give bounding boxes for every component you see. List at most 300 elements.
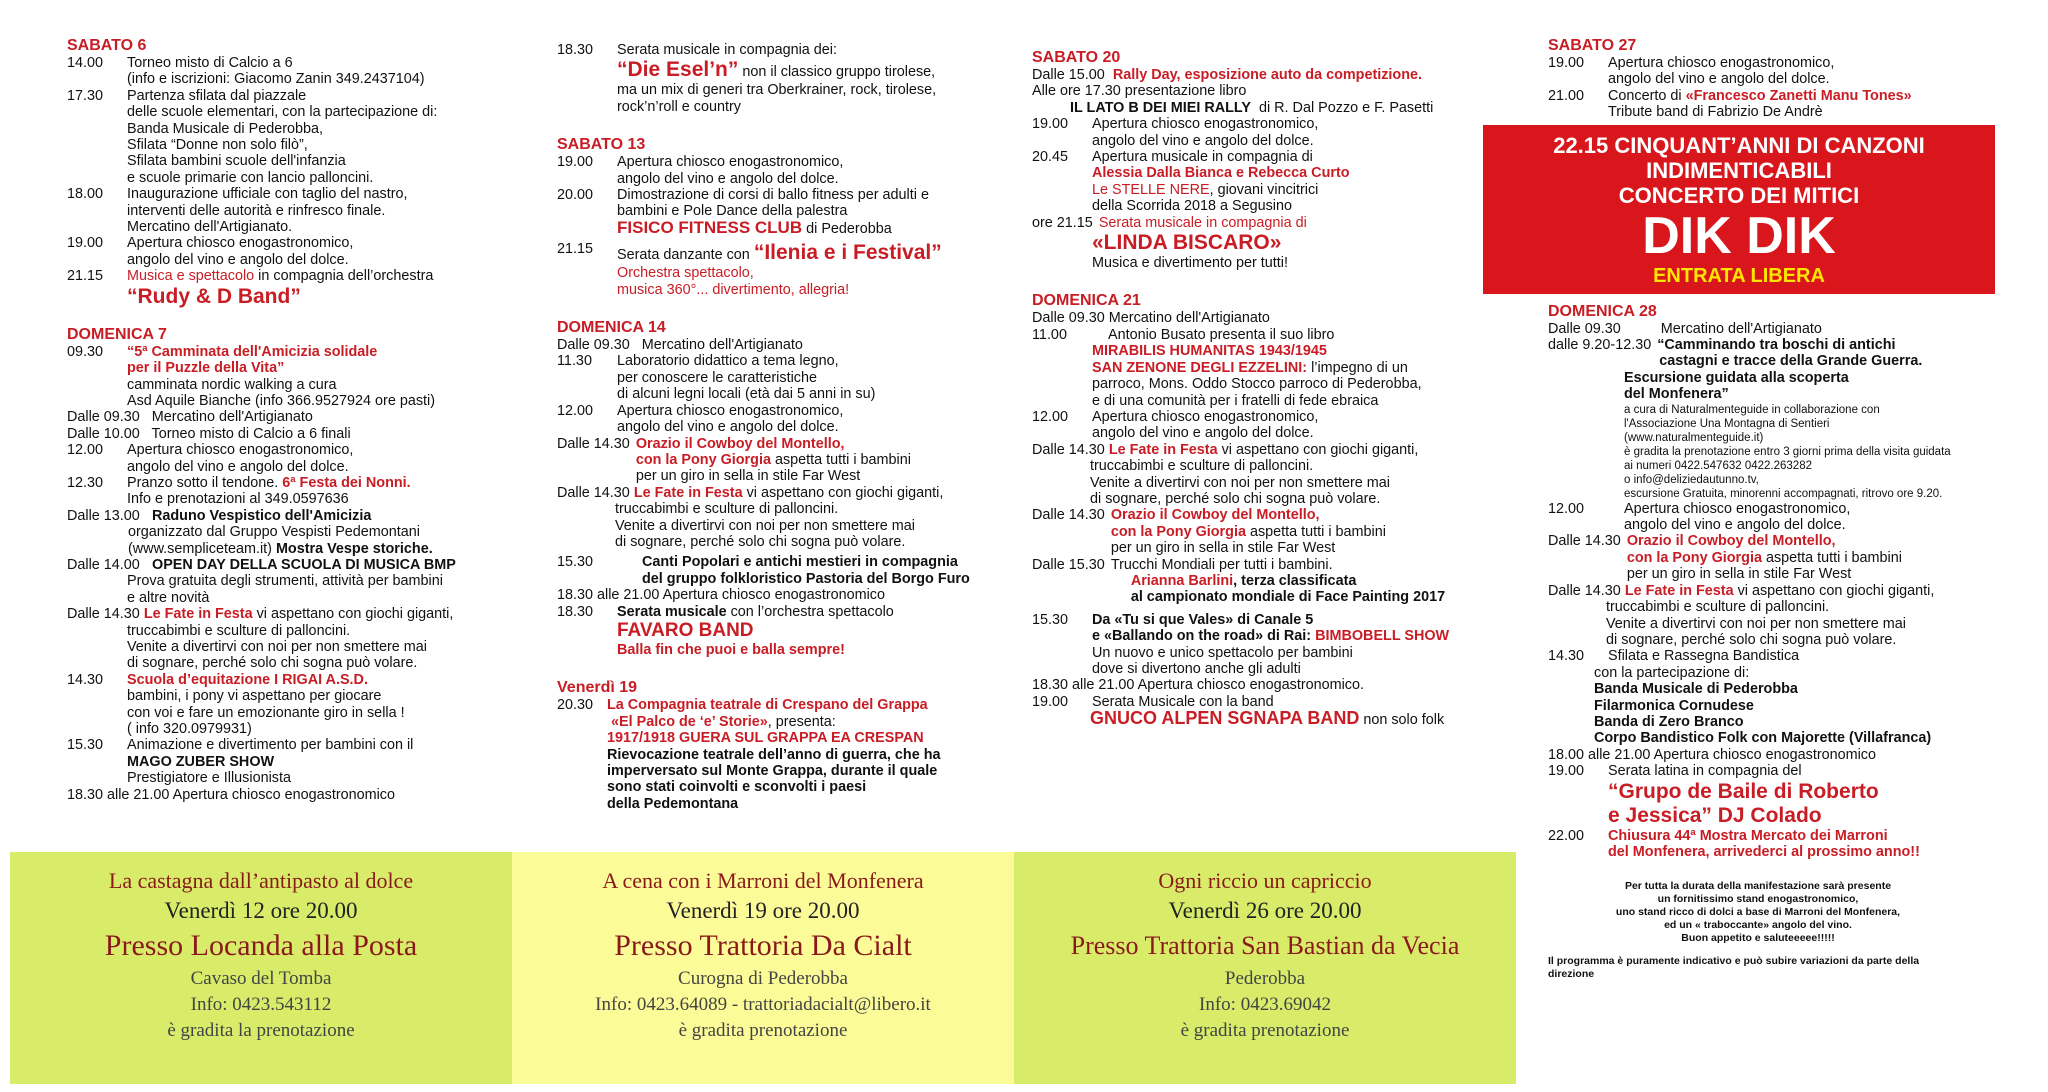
event-text: per un giro in sella in stile Far West bbox=[635, 468, 861, 485]
event-time: 18.30 bbox=[557, 42, 594, 58]
event-time: 12.00 bbox=[557, 402, 594, 419]
event-text: Apertura chiosco enogastronomico, bbox=[127, 442, 354, 459]
event-text: Tribute band di Fabrizio De Andrè bbox=[1608, 104, 1823, 121]
event-text: di alcuni legni locali (età dai 5 anni in su) bbox=[617, 386, 876, 403]
event-highlight: Mostra Vespe storiche. bbox=[275, 540, 433, 557]
event-text: Dimostrazione di corsi di ballo fitness per adulti e bbox=[617, 187, 929, 204]
event-highlight: Scuola d’equitazione I RIGAI A.S.D. bbox=[127, 671, 368, 688]
event-text: di Pederobba bbox=[802, 220, 892, 237]
dinner-info: Info: 0423.69042 bbox=[1199, 994, 1331, 1015]
event-text: Antonio Busato presenta il suo libro bbox=[1108, 326, 1335, 343]
event-highlight: Raduno Vespistico dell'Amicizia bbox=[152, 507, 372, 524]
event-highlight: e «Ballando on the road» di Rai: bbox=[1092, 628, 1316, 645]
event-text: Sfilata e Rassegna Bandistica bbox=[1608, 648, 1800, 665]
event-text: Per tutta la durata della manifestazione sarà presente bbox=[1624, 880, 1892, 893]
event-item bbox=[67, 508, 487, 557]
closing-note bbox=[1548, 880, 1968, 945]
event-text: per un giro in sella in stile Far West bbox=[1110, 540, 1336, 557]
event-highlight: Balla fin che puoi e balla sempre! bbox=[617, 641, 845, 658]
event-text: Filarmonica Cornudese bbox=[1594, 697, 1754, 714]
event-text: è gradita la prenotazione entro 3 giorni prima della visita guidata bbox=[1624, 445, 1951, 458]
event-text: di sognare, perché solo chi sogna può volare. bbox=[1090, 490, 1381, 507]
event-item bbox=[1032, 116, 1462, 149]
event-item bbox=[67, 475, 487, 508]
event-text: imperversato sul Monte Grappa, durante il quale bbox=[607, 763, 938, 779]
event-highlight: del gruppo folkloristico Pastoria del Borgo Furo bbox=[642, 570, 970, 587]
event-highlight: Rally Day, esposizione auto da competizione. bbox=[1112, 67, 1423, 83]
event-item bbox=[557, 554, 987, 587]
event-description bbox=[127, 88, 487, 186]
event-time: dalle 9.20-12.30 bbox=[1548, 337, 1652, 354]
event-text: ai numeri 0422.547632 0422.263282 bbox=[1624, 459, 1812, 472]
dinner-title: Ogni riccio un capriccio bbox=[1158, 868, 1372, 893]
performer-name: e Jessica” DJ Colado bbox=[1608, 803, 1822, 827]
column-4 bbox=[1548, 34, 2008, 981]
event-item bbox=[557, 154, 987, 187]
event-text: Torneo misto di Calcio a 6 bbox=[127, 55, 293, 71]
dinner-venue: Presso Trattoria San Bastian da Vecia bbox=[1070, 931, 1460, 960]
event-text: e altre novità bbox=[127, 589, 210, 606]
event-highlight: al campionato mondiale di Face Painting 2017 bbox=[1130, 589, 1446, 606]
event-text: Venite a divertirvi con noi per non smettere mai bbox=[1090, 474, 1390, 491]
event-text: rock’n’roll e country bbox=[617, 98, 741, 115]
event-item bbox=[1032, 327, 1462, 409]
band-list bbox=[1548, 681, 2008, 747]
event-text: un fornitissimo stand enogastronomico, bbox=[1657, 893, 1859, 906]
event-text: Mercatino dell'Artigianato. bbox=[127, 219, 293, 236]
event-text: 18.30 alle 21.00 Apertura chiosco enogastronomico bbox=[67, 786, 396, 803]
event-time: 18.30 bbox=[557, 603, 594, 620]
event-highlight: Serata musicale bbox=[617, 603, 727, 620]
event-item bbox=[1032, 215, 1462, 231]
event-highlight: Musica e spettacolo bbox=[127, 268, 255, 285]
event-time: 19.00 bbox=[557, 154, 594, 171]
event-time: Dalle 13.00 bbox=[67, 507, 140, 524]
event-text: bambini e Pole Dance della palestra bbox=[617, 203, 848, 220]
event-highlight: SAN ZENONE DEGLI EZZELINI: bbox=[1092, 359, 1308, 376]
event-text: Sfilata “Donne non solo filò”, bbox=[127, 137, 308, 154]
event-highlight: Chiusura 44ª Mostra Mercato dei Marroni bbox=[1608, 827, 1888, 844]
event-text: non solo folk bbox=[1359, 712, 1445, 729]
event-text: ( info 320.0979931) bbox=[127, 721, 252, 738]
event-text: organizzato dal Gruppo Vespisti Pedemontani bbox=[128, 524, 420, 541]
event-highlight: IL LATO B DEI MIEI RALLY bbox=[1070, 99, 1251, 116]
event-item bbox=[67, 344, 487, 410]
event-time: 11.30 bbox=[557, 353, 592, 370]
day-heading: SABATO 6 bbox=[67, 37, 147, 54]
event-highlight: FISICO FITNESS CLUB bbox=[617, 217, 803, 237]
event-item bbox=[557, 604, 987, 659]
event-time: 12.00 bbox=[1548, 500, 1585, 517]
event-item bbox=[557, 697, 987, 812]
event-time: Dalle 14.00 bbox=[67, 556, 140, 573]
event-item bbox=[67, 557, 487, 573]
event-text: Apertura chiosco enogastronomico, bbox=[1092, 116, 1319, 133]
event-text: truccabimbi e sculture di palloncini. bbox=[127, 622, 351, 639]
event-highlight: “Camminando tra boschi di antichi bbox=[1657, 337, 1896, 354]
event-time: 21.15 bbox=[67, 268, 104, 285]
event-text: angolo del vino e angolo del dolce. bbox=[1608, 71, 1830, 88]
banner-line: CONCERTO DEI MITICI bbox=[1618, 182, 1860, 208]
event-highlight: Le Fate in Festa bbox=[633, 484, 743, 501]
event-item bbox=[67, 737, 487, 786]
event-text: truccabimbi e sculture di palloncini. bbox=[1090, 458, 1314, 475]
day-heading: DOMENICA 28 bbox=[1548, 302, 1657, 320]
event-text: vi aspettano con giochi giganti, bbox=[742, 484, 944, 501]
event-item bbox=[557, 436, 987, 485]
event-text: di sognare, perché solo chi sogna può volare. bbox=[1606, 631, 1897, 648]
dinner-venue: Presso Locanda alla Posta bbox=[104, 929, 418, 962]
day-heading: DOMENICA 14 bbox=[557, 319, 666, 337]
event-text: Serata musicale in compagnia dei: bbox=[617, 42, 837, 58]
event-text: Serata danzante con bbox=[617, 247, 754, 264]
event-text: Info e prenotazioni al 349.0597636 bbox=[127, 491, 349, 508]
event-highlight: MAGO ZUBER SHOW bbox=[127, 753, 275, 770]
event-time: 20.00 bbox=[557, 187, 594, 204]
event-text: e scuole primarie con lancio palloncini. bbox=[127, 169, 374, 186]
event-item bbox=[1548, 533, 2008, 582]
banner-line: INDIMENTICABILI bbox=[1646, 157, 1832, 183]
event-list bbox=[67, 55, 487, 268]
dinner-date: Venerdì 26 ore 20.00 bbox=[1168, 898, 1362, 923]
event-text: Un nuovo e unico spettacolo per bambini bbox=[1092, 644, 1353, 661]
event-text: con la partecipazione di: bbox=[1594, 664, 1750, 681]
event-text: Dalle 09.30 Mercatino dell'Artigianato bbox=[557, 337, 803, 354]
event-text: Serata latina in compagnia del bbox=[1608, 763, 1802, 780]
event-text: con l’orchestra spettacolo bbox=[726, 603, 894, 620]
event-text: angolo del vino e angolo del dolce. bbox=[1092, 425, 1314, 442]
performer-name: “Die Esel’n” bbox=[617, 58, 739, 82]
event-text: Banda di Zero Branco bbox=[1594, 713, 1744, 730]
event-text: aspetta tutti i bambini bbox=[770, 451, 911, 468]
event-time: 19.00 bbox=[1032, 693, 1069, 710]
event-text: angolo del vino e angolo del dolce. bbox=[127, 251, 349, 268]
performer-name: FAVARO BAND bbox=[617, 619, 754, 641]
event-text: Banda Musicale di Pederobba bbox=[1594, 681, 1798, 698]
event-highlight: Escursione guidata alla scoperta bbox=[1624, 369, 1849, 386]
event-text: vi aspettano con giochi giganti, bbox=[1733, 582, 1935, 599]
event-item bbox=[1548, 828, 2008, 861]
event-text: (www.naturalmenteguide.it) bbox=[1624, 431, 1764, 444]
event-time: 14.30 bbox=[1548, 648, 1585, 665]
event-text: 18.30 alle 21.00 Apertura chiosco enogastronomico bbox=[557, 587, 886, 604]
event-text: sono stati coinvolti e sconvolti i paesi bbox=[607, 779, 867, 796]
event-time: ore 21.15 bbox=[1032, 214, 1093, 231]
event-text: parroco, Mons. Oddo Stocco parroco di Pederobba, bbox=[1092, 376, 1422, 393]
event-text: di sognare, perché solo chi sogna può volare. bbox=[615, 533, 906, 550]
column-3 bbox=[1032, 46, 1462, 729]
event-item bbox=[557, 403, 987, 436]
event-text: Dalle 10.00 Torneo misto di Calcio a 6 finali bbox=[67, 425, 351, 442]
event-highlight: Le STELLE NERE bbox=[1092, 181, 1210, 198]
event-time: 19.00 bbox=[67, 235, 104, 252]
event-item bbox=[557, 485, 987, 501]
event-highlight: Orazio il Cowboy del Montello, bbox=[635, 435, 845, 452]
event-item bbox=[1548, 583, 2008, 599]
event-highlight: “5ª Camminata dell'Amicizia solidale bbox=[127, 343, 378, 360]
event-time: 21.00 bbox=[1548, 87, 1585, 104]
event-highlight: BIMBOBELL SHOW bbox=[1315, 628, 1450, 645]
event-text: in compagnia dell’orchestra bbox=[254, 268, 434, 285]
event-item bbox=[1548, 501, 2008, 534]
event-highlight: Orchestra spettacolo, bbox=[617, 265, 754, 282]
event-text: Partenza sfilata dal piazzale bbox=[127, 87, 307, 104]
event-highlight: Arianna Barlini bbox=[1130, 572, 1234, 589]
event-item bbox=[1548, 648, 2008, 664]
event-text: Asd Aquile Bianche (info 366.9527924 ore pasti) bbox=[127, 392, 436, 409]
event-text: , giovani vincitrici bbox=[1209, 181, 1319, 198]
event-text: vi aspettano con giochi giganti, bbox=[1217, 441, 1419, 458]
banner-line: 22.15 CINQUANT’ANNI DI CANZONI bbox=[1553, 132, 1925, 158]
event-item bbox=[1032, 442, 1462, 458]
event-description bbox=[1608, 55, 2008, 88]
event-item bbox=[67, 442, 487, 475]
event-time: 15.30 bbox=[1032, 611, 1069, 628]
event-text: aspetta tutti i bambini bbox=[1761, 549, 1902, 566]
event-item bbox=[67, 88, 487, 186]
event-text: (www.sempliceteam.it) bbox=[128, 540, 276, 557]
event-highlight: La Compagnia teatrale di Crespano del Grappa bbox=[607, 697, 928, 714]
event-time: Dalle 14.30 bbox=[1548, 582, 1621, 599]
event-text: Serata Musicale con la band bbox=[1092, 693, 1274, 710]
event-text: angolo del vino e angolo del dolce. bbox=[1092, 132, 1314, 149]
event-text: escursione Gratuita, minorenni accompagnati, ritrovo ore 9.20. bbox=[1624, 487, 1943, 500]
event-text: , presenta: bbox=[767, 713, 836, 730]
event-text: Pranzo sotto il tendone. bbox=[127, 474, 283, 491]
event-time: Dalle 14.30 bbox=[1548, 533, 1621, 550]
event-highlight: «El Palco de ‘e’ Storie» bbox=[611, 713, 768, 730]
event-highlight: Da «Tu si que Vales» di Canale 5 bbox=[1092, 611, 1314, 628]
performer-name: «LINDA BISCARO» bbox=[1092, 231, 1282, 255]
event-time: 19.00 bbox=[1548, 55, 1585, 71]
day-heading: SABATO 27 bbox=[1548, 37, 1637, 54]
event-highlight: Alessia Dalla Bianca e Rebecca Curto bbox=[1092, 165, 1350, 182]
event-highlight: Le Fate in Festa bbox=[1108, 441, 1218, 458]
event-description bbox=[127, 55, 487, 88]
event-time: 14.00 bbox=[67, 55, 104, 71]
event-highlight: musica 360°... divertimento, allegria! bbox=[617, 281, 850, 298]
event-text: vi aspettano con giochi giganti, bbox=[252, 606, 454, 623]
event-text: Venite a divertirvi con noi per non smettere mai bbox=[127, 639, 427, 655]
event-time: 12.30 bbox=[67, 474, 104, 491]
event-text: angolo del vino e angolo del dolce. bbox=[1624, 517, 1846, 534]
event-highlight: , terza classificata bbox=[1233, 572, 1357, 589]
event-text: Concerto di bbox=[1608, 87, 1686, 104]
event-text: ma un mix di generi tra Oberkrainer, rock, tirolese, bbox=[617, 82, 937, 99]
event-highlight: 6ª Festa dei Nonni. bbox=[282, 474, 411, 491]
event-highlight: OPEN DAY DELLA SCUOLA DI MUSICA BMP bbox=[152, 556, 456, 573]
event-time: Dalle 14.30 bbox=[557, 435, 630, 452]
event-text: Dalle 09.30 Mercatino dell'Artigianato bbox=[1032, 310, 1270, 327]
event-item bbox=[67, 672, 487, 738]
event-text: Apertura chiosco enogastronomico, bbox=[1092, 408, 1319, 425]
event-text: Prova gratuita degli strumenti, attività per bambini bbox=[127, 573, 443, 590]
dinner-events bbox=[10, 852, 1516, 1084]
column-1 bbox=[67, 34, 487, 803]
day-heading: SABATO 20 bbox=[1032, 49, 1121, 66]
event-highlight: Orazio il Cowboy del Montello, bbox=[1626, 533, 1836, 550]
event-highlight: del Monfenera” bbox=[1624, 386, 1729, 403]
event-highlight: Le Fate in Festa bbox=[1624, 582, 1734, 599]
event-highlight: castagni e tracce della Grande Guerra. bbox=[1659, 353, 1923, 370]
event-highlight: con la Pony Giorgia bbox=[1626, 549, 1762, 566]
event-text: con voi e fare un emozionante giro in sella ! bbox=[127, 704, 405, 721]
event-text: camminata nordic walking a cura bbox=[127, 376, 337, 393]
dinner-box bbox=[1014, 852, 1516, 1084]
event-highlight: Serata musicale in compagnia di bbox=[1098, 214, 1307, 231]
event-time: Dalle 14.30 bbox=[1032, 441, 1105, 458]
dinner-note: è gradita prenotazione bbox=[678, 1020, 848, 1041]
event-highlight: per il Puzzle della Vita” bbox=[127, 360, 285, 377]
dinner-city: Pederobba bbox=[1224, 968, 1306, 989]
event-text: Apertura chiosco enogastronomico, bbox=[617, 402, 844, 419]
event-text: (info e iscrizioni: Giacomo Zanin 349.2437104) bbox=[127, 71, 425, 88]
event-time: 19.00 bbox=[1548, 763, 1585, 780]
event-highlight: Canti Popolari e antichi mestieri in compagnia bbox=[642, 554, 958, 571]
dinner-info: Info: 0423.543112 bbox=[190, 994, 332, 1015]
dinner-title: La castagna dall’antipasto al dolce bbox=[108, 868, 414, 893]
event-highlight: con la Pony Giorgia bbox=[1110, 523, 1246, 540]
event-text: Dalle 15.00 bbox=[1032, 67, 1113, 83]
event-text: Apertura chiosco enogastronomico, bbox=[127, 235, 354, 252]
event-highlight: con la Pony Giorgia bbox=[635, 451, 771, 468]
event-item bbox=[67, 186, 487, 235]
event-item bbox=[1032, 612, 1462, 678]
event-text: non il classico gruppo tirolese, bbox=[738, 64, 936, 81]
event-item bbox=[1548, 337, 2008, 370]
banner-free-entry: ENTRATA LIBERA bbox=[1653, 264, 1825, 287]
event-time: 09.30 bbox=[67, 343, 104, 360]
event-item bbox=[1548, 55, 2008, 88]
event-text: Prestigiatore e Illusionista bbox=[127, 770, 291, 787]
event-description bbox=[127, 235, 487, 268]
event-description bbox=[1624, 501, 2008, 534]
event-text: 18.00 alle 21.00 Apertura chiosco enogastronomico bbox=[1548, 746, 1877, 763]
event-text: Buon appetito e saluteeeee!!!!! bbox=[1681, 932, 1835, 945]
day-heading: DOMENICA 7 bbox=[67, 325, 167, 343]
event-description bbox=[617, 353, 987, 402]
event-time: Dalle 15.30 bbox=[1032, 556, 1105, 573]
event-item bbox=[67, 235, 487, 268]
event-text: uno stand ricco di dolci a base di Marroni del Monfenera, bbox=[1615, 906, 1901, 919]
event-item bbox=[557, 353, 987, 402]
event-text: Laboratorio didattico a tema legno, bbox=[617, 353, 839, 370]
event-text: Venite a divertirvi con noi per non smettere mai bbox=[615, 517, 915, 534]
event-time: 21.15 bbox=[557, 241, 594, 258]
day-heading: Venerdì 19 bbox=[557, 679, 638, 697]
event-text: Rievocazione teatrale dell’anno di guerra, che ha bbox=[607, 746, 941, 763]
event-text: Animazione e divertimento per bambini con il bbox=[127, 737, 414, 754]
event-text: di sognare, perché solo chi sogna può volare. bbox=[127, 655, 418, 672]
day-heading: DOMENICA 21 bbox=[1032, 292, 1141, 310]
dinner-note: è gradita la prenotazione bbox=[167, 1020, 355, 1041]
dinner-venue: Presso Trattoria Da Cialt bbox=[614, 929, 912, 962]
event-text: Musica e divertimento per tutti! bbox=[1092, 255, 1288, 272]
event-highlight: «Francesco Zanetti Manu Tones» bbox=[1685, 87, 1912, 104]
event-time: 14.30 bbox=[67, 671, 104, 688]
event-text: angolo del vino e angolo del dolce. bbox=[617, 419, 839, 436]
event-highlight: del Monfenera, arrivederci al prossimo anno!! bbox=[1608, 843, 1920, 860]
event-text: della Pedemontana bbox=[607, 795, 739, 812]
event-text: l’impegno di un bbox=[1307, 359, 1408, 376]
event-text: Sfilata bambini scuole dell'infanzia bbox=[127, 153, 346, 170]
event-text: Apertura chiosco enogastronomico, bbox=[1624, 500, 1851, 517]
event-text: Alle ore 17.30 presentazione libro bbox=[1032, 83, 1247, 100]
event-item bbox=[1548, 763, 2008, 827]
event-text: Apertura musicale in compagnia di bbox=[1092, 149, 1313, 166]
event-text: Dalle 09.30 Mercatino dell'Artigianato bbox=[1548, 320, 1822, 337]
dinner-title: A cena con i Marroni del Monfenera bbox=[602, 868, 924, 893]
event-time: Dalle 14.30 bbox=[1032, 507, 1105, 524]
event-highlight: 1917/1918 GUERA SUL GRAPPA EA CRESPAN bbox=[607, 730, 924, 747]
event-highlight: Orazio il Cowboy del Montello, bbox=[1110, 507, 1320, 524]
event-text: ed un « traboccante» angolo del vino. bbox=[1664, 919, 1852, 932]
event-item bbox=[557, 42, 987, 115]
event-text: Trucchi Mondiali per tutti i bambini. bbox=[1110, 556, 1333, 573]
dinner-date: Venerdì 19 ore 20.00 bbox=[666, 898, 860, 923]
event-description bbox=[1092, 409, 1462, 442]
event-text: Apertura chiosco enogastronomico, bbox=[617, 154, 844, 171]
dinner-info: Info: 0423.64089 - trattoriadacialt@libero.it bbox=[595, 994, 931, 1015]
event-time: Dalle 14.30 bbox=[557, 484, 630, 501]
event-text: truccabimbi e sculture di palloncini. bbox=[615, 501, 839, 518]
event-highlight: Le Fate in Festa bbox=[143, 606, 253, 623]
event-text: Corpo Bandistico Folk con Majorette (Villafranca) bbox=[1594, 730, 1932, 747]
dinner-box bbox=[512, 852, 1014, 1084]
event-text: angolo del vino e angolo del dolce. bbox=[127, 458, 349, 475]
event-item bbox=[557, 187, 987, 220]
event-text: bambini, i pony vi aspettano per giocare bbox=[127, 688, 382, 705]
performer-name: “Rudy & D Band” bbox=[127, 284, 301, 308]
event-time: 20.30 bbox=[557, 697, 594, 714]
event-text: truccabimbi e sculture di palloncini. bbox=[1606, 599, 1830, 616]
event-text: angolo del vino e angolo del dolce. bbox=[617, 170, 839, 187]
performer-name: “Grupo de Baile di Roberto bbox=[1608, 779, 1879, 803]
event-item bbox=[1032, 149, 1462, 215]
event-item bbox=[67, 606, 487, 622]
event-item bbox=[1548, 88, 2008, 121]
event-text: della Scorrida 2018 a Segusino bbox=[1092, 198, 1293, 215]
concert-banner bbox=[1483, 125, 1995, 294]
event-text: per un giro in sella in stile Far West bbox=[1626, 566, 1852, 583]
event-text: interventi delle autorità e rinfresco finale. bbox=[127, 202, 386, 219]
event-text: di R. Dal Pozzo e F. Pasetti bbox=[1250, 99, 1434, 116]
event-text: Venite a divertirvi con noi per non smettere mai bbox=[1606, 615, 1906, 632]
event-text: per conoscere le caratteristiche bbox=[617, 369, 817, 386]
column-2 bbox=[557, 42, 987, 812]
event-time: 17.30 bbox=[67, 87, 104, 104]
day-heading: SABATO 13 bbox=[557, 136, 646, 154]
event-time: 15.30 bbox=[67, 737, 104, 754]
dinner-date: Venerdì 12 ore 20.00 bbox=[164, 898, 358, 923]
dinner-city: Curogna di Pederobba bbox=[678, 968, 848, 989]
event-highlight: MIRABILIS HUMANITAS 1943/1945 bbox=[1092, 343, 1327, 360]
event-description bbox=[617, 403, 987, 436]
event-text: Apertura chiosco enogastronomico, bbox=[1608, 55, 1835, 71]
event-text: e di una comunità per i fratelli di fede ebraica bbox=[1092, 392, 1379, 409]
event-time: 19.00 bbox=[1032, 116, 1069, 133]
event-text: delle scuole elementari, con la partecipazione di: bbox=[127, 104, 438, 121]
event-description bbox=[607, 747, 987, 813]
banner-headliner: DIK DIK bbox=[1642, 206, 1836, 265]
dinner-note: è gradita prenotazione bbox=[1180, 1020, 1350, 1041]
event-item bbox=[1032, 557, 1462, 606]
event-item bbox=[1032, 507, 1462, 556]
performer-name: GNUCO ALPEN SGNAPA BAND bbox=[1090, 708, 1360, 729]
event-time: 22.00 bbox=[1548, 827, 1585, 844]
event-text: aspetta tutti i bambini bbox=[1245, 523, 1386, 540]
dinner-box bbox=[10, 852, 512, 1084]
